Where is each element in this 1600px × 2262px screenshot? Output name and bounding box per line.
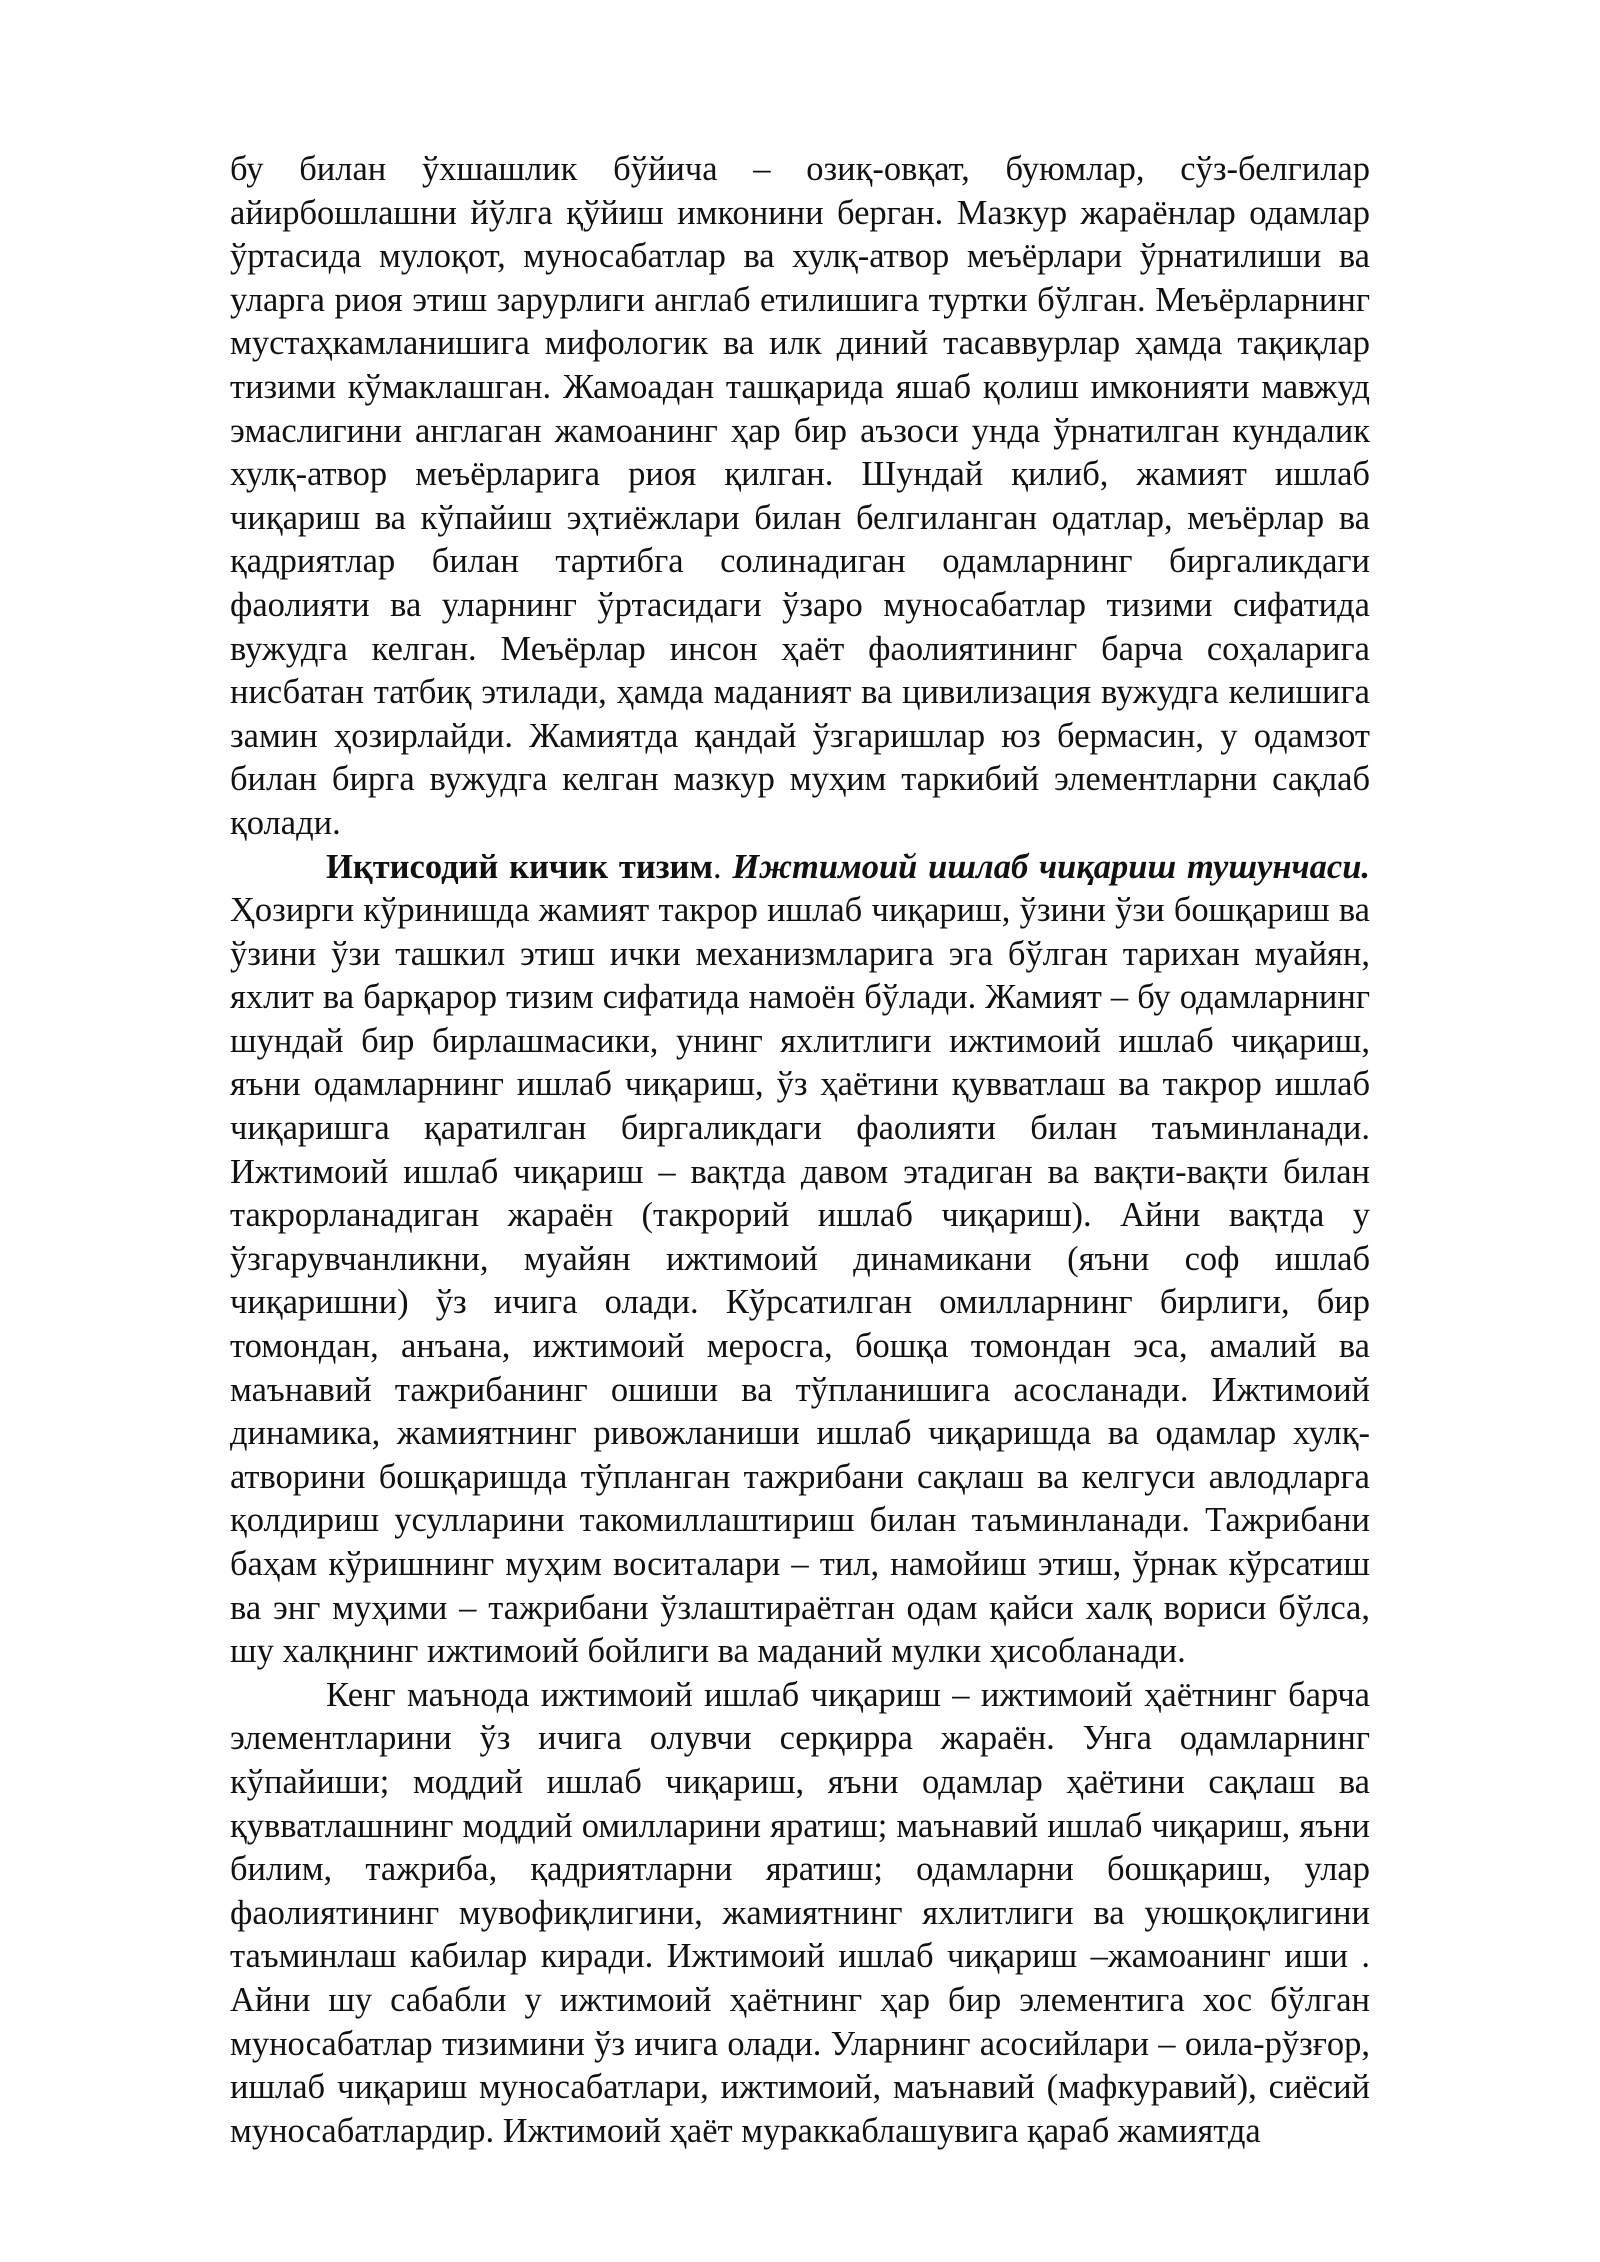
paragraph-2 — [230, 846, 1370, 1674]
section-subheading: Ижтимоий ишлаб чиқариш тушунчаси. — [732, 847, 1371, 886]
section-heading: Иқтисодий кичик тизим — [326, 847, 713, 886]
paragraph-3: Кенг маънода ижтимоий ишлаб чиқариш – ижтимоий ҳаётнинг барча элементларини ўз ичига олувчи серқирра жараён. Унга одамларнинг кўпайиши; моддий ишлаб чиқариш, яъни одамлар ҳаётини сақлаш ва қувватлашнинг моддий омилларини яратиш; маънавий ишлаб чиқариш, яъни билим, тажриба, қадриятларни яратиш; одамларни бошқариш, улар фаолиятининг мувофиқлигини, жамиятнинг яхлитлиги ва уюшқоқлигини таъминлаш кабилар киради. Ижтимоий ишлаб чиқариш –жамоанинг иши . Айни шу сабабли у ижтимоий ҳаётнинг ҳар бир элементига хос бўлган муносабатлар тизимини ўз ичига олади. Уларнинг асосийлари – оила-рўзғор, ишлаб чиқариш муносабатлари, ижтимоий, маънавий (мафкуравий), сиёсий муносабатлардир. Ижтимоий ҳаёт мураккаблашувига қараб жамиятда — [230, 1675, 1370, 2150]
paragraph-2-text: Ҳозирги кўринишда жамият такрор ишлаб чиқариш, ўзини ўзи бошқариш ва ўзини ўзи ташкил этиш ички механизмларига эга бўлган тарихан муайян, яхлит ва барқарор тизим сифатида намоён бўлади. Жамият – бу одамларнинг шундай бир бирлашмасики, унинг яхлитлиги ижтимоий ишлаб чиқариш, яъни одамларнинг ишлаб чиқариш, ўз ҳаётини қувватлаш ва такрор ишлаб чиқаришга қаратилган биргаликдаги фаолияти билан таъминланади. Ижтимоий ишлаб чиқариш – вақтда давом этадиган ва вақти-вақти билан такрорланадиган жараён (такрорий ишлаб чиқариш). Айни вақтда у ўзгарувчанликни, муайян ижтимоий динамикани (яъни соф ишлаб чиқаришни) ўз ичига олади. Кўрсатилган омилларнинг бирлиги, бир томондан, анъана, ижтимоий меросга, бошқа томондан эса, амалий ва маънавий тажрибанинг ошиши ва тўпланишига асосланади. Ижтимоий динамика, жамиятнинг ривожланиши ишлаб чиқаришда ва одамлар хулқ-атворини бошқаришда тўпланган тажрибани сақлаш ва келгуси авлодларга қолдириш усулларини такомиллаштириш билан таъминланади. Тажрибани баҳам кўришнинг муҳим воситалари – тил, намойиш этиш, ўрнак кўрсатиш ва энг муҳими – тажрибани ўзлаштираётган одам қайси халқ вориси бўлса, шу халқнинг ижтимоий бойлиги ва маданий мулки ҳисобланади. — [230, 891, 1370, 1671]
heading-separator: . — [712, 847, 733, 886]
document-page — [230, 148, 1370, 2153]
paragraph-1: бу билан ўхшашлик бўйича – озиқ-овқат, буюмлар, сўз-белгилар айирбошлашни йўлга қўйиш имконини берган. Мазкур жараёнлар одамлар ўртасида мулоқот, муносабатлар ва хулқ-атвор меъёрлари ўрнатилиши ва уларга риоя этиш зарурлиги англаб етилишига туртки бўлган. Меъёрларнинг мустаҳкамланишига мифологик ва илк диний тасаввурлар ҳамда тақиқлар тизими кўмаклашган. Жамоадан ташқарида яшаб қолиш имконияти мавжуд эмаслигини англаган жамоанинг ҳар бир аъзоси унда ўрнатилган кундалик хулқ-атвор меъёрларига риоя қилган. Шундай қилиб, жамият ишлаб чиқариш ва кўпайиш эҳтиёжлари билан белгиланган одатлар, меъёрлар ва қадриятлар билан тартибга солинадиган одамларнинг биргаликдаги фаолияти ва уларнинг ўртасидаги ўзаро муносабатлар тизими сифатида вужудга келган. Меъёрлар инсон ҳаёт фаолиятининг барча соҳаларига нисбатан татбиқ этилади, ҳамда маданият ва цивилизация вужудга келишига замин ҳозирлайди. Жамиятда қандай ўзгаришлар юз бермасин, у одамзот билан бирга вужудга келган мазкур муҳим таркибий элементларни сақлаб қолади. — [230, 150, 1370, 842]
